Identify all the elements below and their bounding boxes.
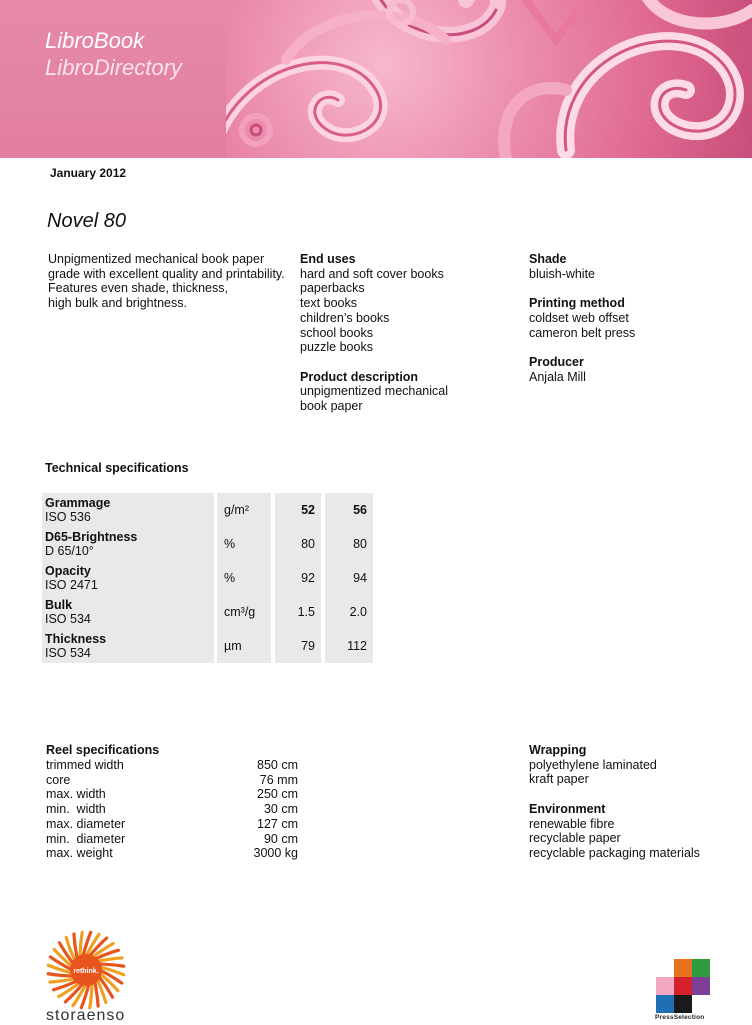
spec-unit-cell-text: µm <box>224 639 242 653</box>
spec-value-56-cell-text: 94 <box>353 571 367 585</box>
spec-property-cell <box>42 629 214 663</box>
spec-property-name: Thickness <box>45 632 107 646</box>
spec-unit-cell-text: g/m² <box>224 503 249 517</box>
reel-spec-label: max. diameter <box>46 816 126 831</box>
document-date: January 2012 <box>50 166 127 180</box>
end-use-item: hard and soft cover books <box>300 266 444 281</box>
producer-heading: Producer <box>529 354 584 369</box>
spec-unit-cell <box>217 527 271 561</box>
brand-librobook: LibroBook <box>45 28 145 53</box>
spec-property-name: Grammage <box>45 496 111 510</box>
product-description-heading: Product description <box>300 369 419 384</box>
environment-heading: Environment <box>529 801 606 816</box>
end-use-item: children’s books <box>300 310 390 325</box>
environment-line: renewable fibre <box>529 816 615 831</box>
producer-value: Anjala Mill <box>529 369 586 384</box>
spec-value-52-cell-text: 80 <box>301 537 315 551</box>
spec-value-52-cell <box>275 595 321 629</box>
reel-spec-value: 30 cm <box>263 802 298 817</box>
product-title: Novel 80 <box>47 210 126 232</box>
spec-property-cell <box>42 527 214 561</box>
spec-value-56-cell-text: 56 <box>353 503 367 517</box>
sun-ray <box>95 981 98 1006</box>
spec-property-standard: ISO 534 <box>45 612 91 626</box>
summary-line: high bulk and brightness. <box>48 296 187 311</box>
spec-value-52-cell <box>275 561 321 595</box>
reel-spec-label: max. weight <box>46 846 113 861</box>
spec-property-cell <box>42 561 214 595</box>
spec-property-standard: ISO 536 <box>45 510 91 524</box>
spec-value-52-cell-text: 52 <box>301 503 315 517</box>
pressselection-logo <box>656 959 712 1013</box>
spec-property-name: D65-Brightness <box>45 530 138 544</box>
spec-unit-cell-text: % <box>224 571 236 585</box>
spec-value-52-cell-text: 92 <box>301 571 315 585</box>
spec-unit-cell <box>217 493 271 527</box>
sun-ray <box>48 974 73 976</box>
reel-spec-label: max. width <box>46 787 106 802</box>
summary-line: Features even shade, thickness, <box>48 281 228 296</box>
reel-spec-label: core <box>46 772 71 787</box>
reel-spec-value: 76 mm <box>259 772 298 787</box>
end-use-item: paperbacks <box>300 281 365 296</box>
sun-ray <box>74 934 77 959</box>
spec-property-standard: ISO 2471 <box>45 578 98 592</box>
shade-print-producer-section <box>529 252 729 384</box>
paper-swirl-illustration <box>226 0 752 158</box>
reel-spec-label: trimmed width <box>46 758 124 772</box>
printing-method-line: cameron belt press <box>529 325 636 340</box>
spec-property-name: Opacity <box>45 564 91 578</box>
spec-unit-cell <box>217 629 271 663</box>
environment-line: recyclable packaging materials <box>529 845 700 860</box>
spec-value-52-cell <box>275 493 321 527</box>
header-photo-paper-swirls <box>226 0 752 158</box>
wrapping-line: kraft paper <box>529 772 589 787</box>
end-use-item: puzzle books <box>300 340 373 355</box>
spec-unit-cell-text: % <box>224 537 236 551</box>
shade-value: bluish-white <box>529 266 596 281</box>
spec-value-56-cell <box>325 629 373 663</box>
spec-value-52-cell-text: 1.5 <box>297 605 315 619</box>
sun-ray <box>90 983 92 1008</box>
sun-rays-icon <box>46 930 126 1010</box>
product-description-line: book paper <box>300 399 363 414</box>
reel-spec-value: 3000 kg <box>253 846 298 861</box>
spec-value-56-cell <box>325 527 373 561</box>
spec-value-56-cell <box>325 493 373 527</box>
environment-line: recyclable paper <box>529 831 621 846</box>
end-uses-heading: End uses <box>300 252 356 266</box>
spec-value-56-cell-text: 80 <box>353 537 367 551</box>
spec-unit-cell-text: cm³/g <box>224 605 256 619</box>
storaenso-sun-logo <box>46 930 126 1010</box>
summary-line: Unpigmentized mechanical book paper <box>48 252 265 266</box>
brand-librodirectory: LibroDirectory <box>45 55 182 80</box>
wrapping-line: polyethylene laminated <box>529 757 657 772</box>
spec-value-56-cell-text: 112 <box>347 639 367 653</box>
printing-method-heading: Printing method <box>529 296 625 311</box>
reel-spec-label: min. width <box>46 802 106 817</box>
color-squares-icon <box>656 959 712 1013</box>
reel-spec-value: 850 cm <box>257 758 298 772</box>
reel-specifications-heading: Reel specifications <box>46 743 160 757</box>
end-use-item: text books <box>300 296 357 311</box>
spec-value-52-cell <box>275 629 321 663</box>
product-summary <box>48 252 298 311</box>
sun-ray <box>99 964 124 966</box>
spec-value-56-cell <box>325 561 373 595</box>
spec-value-56-cell <box>325 595 373 629</box>
end-use-item: school books <box>300 325 373 340</box>
storaenso-tagline: rethink. <box>73 968 99 975</box>
spec-unit-cell <box>217 561 271 595</box>
technical-specifications-heading: Technical specifications <box>45 461 189 475</box>
spec-property-standard: D 65/10° <box>45 544 94 558</box>
wrapping-heading: Wrapping <box>529 743 587 757</box>
reel-spec-value: 250 cm <box>257 787 298 802</box>
spec-property-cell <box>42 595 214 629</box>
technical-specifications-table <box>42 493 374 664</box>
spec-property-standard: ISO 534 <box>45 646 91 660</box>
product-description-line: unpigmentized mechanical <box>300 384 449 399</box>
reel-spec-label: min. diameter <box>46 831 126 846</box>
reel-spec-value: 90 cm <box>263 831 298 846</box>
printing-method-line: coldset web offset <box>529 310 629 325</box>
spec-value-52-cell-text: 79 <box>301 639 315 653</box>
shade-heading: Shade <box>529 252 567 266</box>
end-uses-section <box>300 252 520 414</box>
reel-spec-value: 127 cm <box>257 816 298 831</box>
sun-ray <box>97 958 122 961</box>
reel-specifications-list <box>46 758 300 863</box>
spec-property-cell <box>42 493 214 527</box>
storaenso-wordmark: storaenso <box>46 1007 126 1024</box>
pressselection-wordmark: PressSelection <box>655 1014 705 1021</box>
wrapping-environment-section <box>529 743 739 861</box>
sun-ray <box>50 979 75 982</box>
spec-property-name: Bulk <box>45 598 73 612</box>
spec-value-52-cell <box>275 527 321 561</box>
spec-unit-cell <box>217 595 271 629</box>
spec-value-56-cell-text: 2.0 <box>349 605 367 619</box>
sun-ray <box>80 932 82 957</box>
summary-line: grade with excellent quality and printability. <box>48 266 285 281</box>
